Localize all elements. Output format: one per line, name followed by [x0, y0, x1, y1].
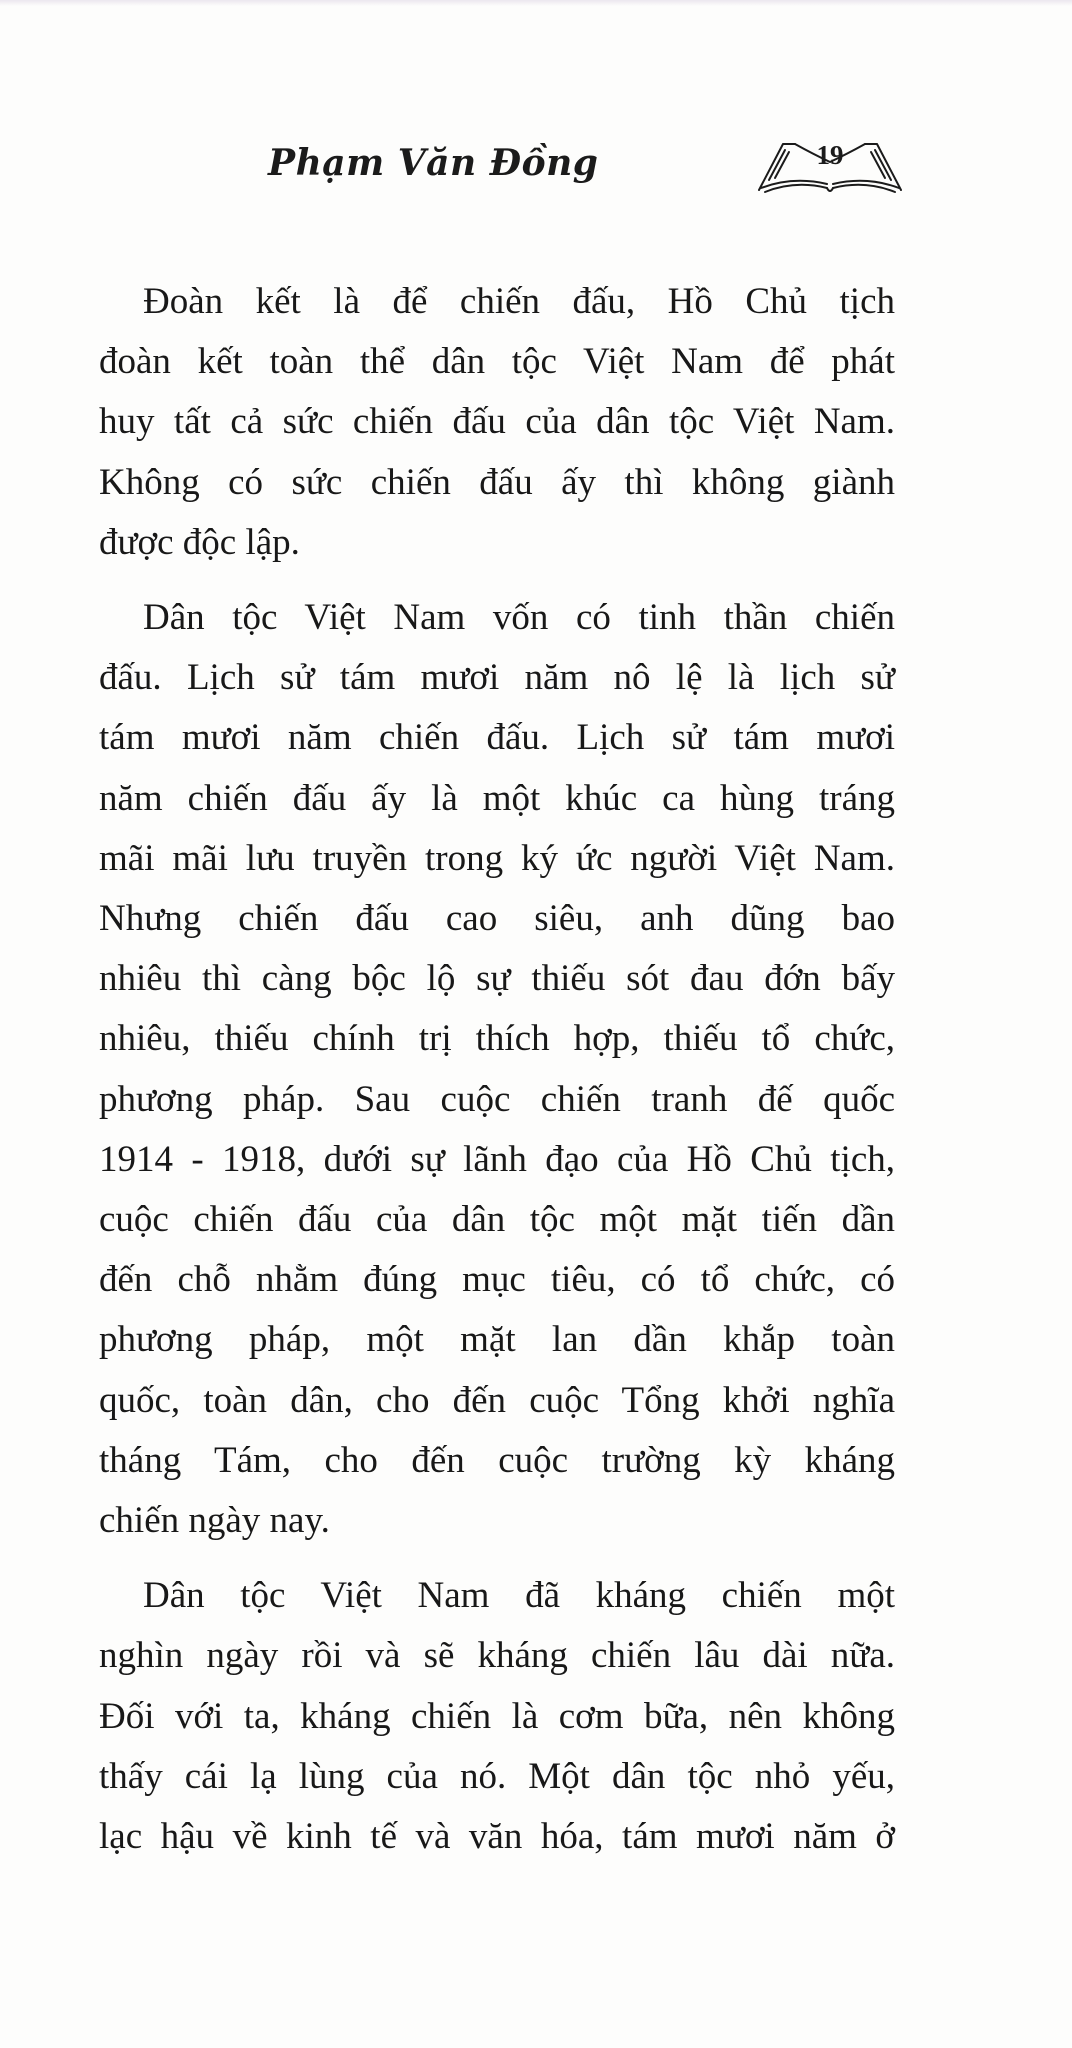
text-line: thấy cái lạ lùng của nó. Một dân tộc nhỏ yếu,: [99, 1755, 895, 1797]
text-line: nhiêu, thiếu chính trị thích hợp, thiếu tổ chức,: [99, 1018, 895, 1060]
page-number: 19: [816, 140, 844, 170]
text-line: chiến ngày nay.: [99, 1500, 330, 1542]
text-line: tám mươi năm chiến đấu. Lịch sử tám mươi: [99, 717, 895, 759]
text-line: phương pháp. Sau cuộc chiến tranh đế quốc: [99, 1078, 895, 1120]
text-line: năm chiến đấu ấy là một khúc ca hùng tráng: [99, 777, 895, 819]
text-line: nghìn ngày rồi và sẽ kháng chiến lâu dài nữa.: [99, 1635, 895, 1677]
text-line: được độc lập.: [99, 521, 300, 563]
text-line: quốc, toàn dân, cho đến cuộc Tổng khởi nghĩa: [99, 1379, 895, 1421]
text-line: 1914 - 1918, dưới sự lãnh đạo của Hồ Chủ tịch,: [99, 1138, 895, 1180]
text-line: cuộc chiến đấu của dân tộc một mặt tiến dần: [99, 1199, 895, 1241]
text-line: đến chỗ nhằm đúng mục tiêu, có tổ chức, có: [99, 1259, 895, 1301]
running-header-author: Phạm Văn Đồng: [268, 142, 599, 184]
text-line: Đoàn kết là để chiến đấu, Hồ Chủ tịch: [143, 281, 895, 322]
body-text: [99, 272, 895, 1882]
text-line: huy tất cả sức chiến đấu của dân tộc Việt Nam.: [99, 401, 895, 443]
text-line: nhiêu thì càng bộc lộ sự thiếu sót đau đớn bấy: [99, 958, 895, 1000]
text-line: đấu. Lịch sử tám mươi năm nô lệ là lịch sử: [99, 657, 895, 699]
text-line: Đối với ta, kháng chiến là cơm bữa, nên không: [99, 1695, 895, 1737]
text-line: tháng Tám, cho đến cuộc trường kỳ kháng: [99, 1439, 895, 1481]
text-line: Dân tộc Việt Nam vốn có tinh thần chiến: [143, 597, 895, 639]
text-line: đoàn kết toàn thể dân tộc Việt Nam để phát: [99, 341, 895, 383]
paragraph-2: [99, 588, 895, 1551]
text-line: Nhưng chiến đấu cao siêu, anh dũng bao: [99, 898, 895, 940]
text-line: lạc hậu về kinh tế và văn hóa, tám mươi năm ở: [99, 1816, 895, 1858]
text-line: Không có sức chiến đấu ấy thì không giành: [99, 461, 895, 503]
text-line: phương pháp, một mặt lan dần khắp toàn: [99, 1319, 895, 1361]
page-top-edge: [0, 0, 1072, 6]
text-line: mãi mãi lưu truyền trong ký ức người Việt Nam.: [99, 837, 895, 879]
paragraph-3: [99, 1566, 895, 1867]
text-line: Dân tộc Việt Nam đã kháng chiến một: [143, 1575, 895, 1617]
paragraph-1: [99, 272, 895, 573]
